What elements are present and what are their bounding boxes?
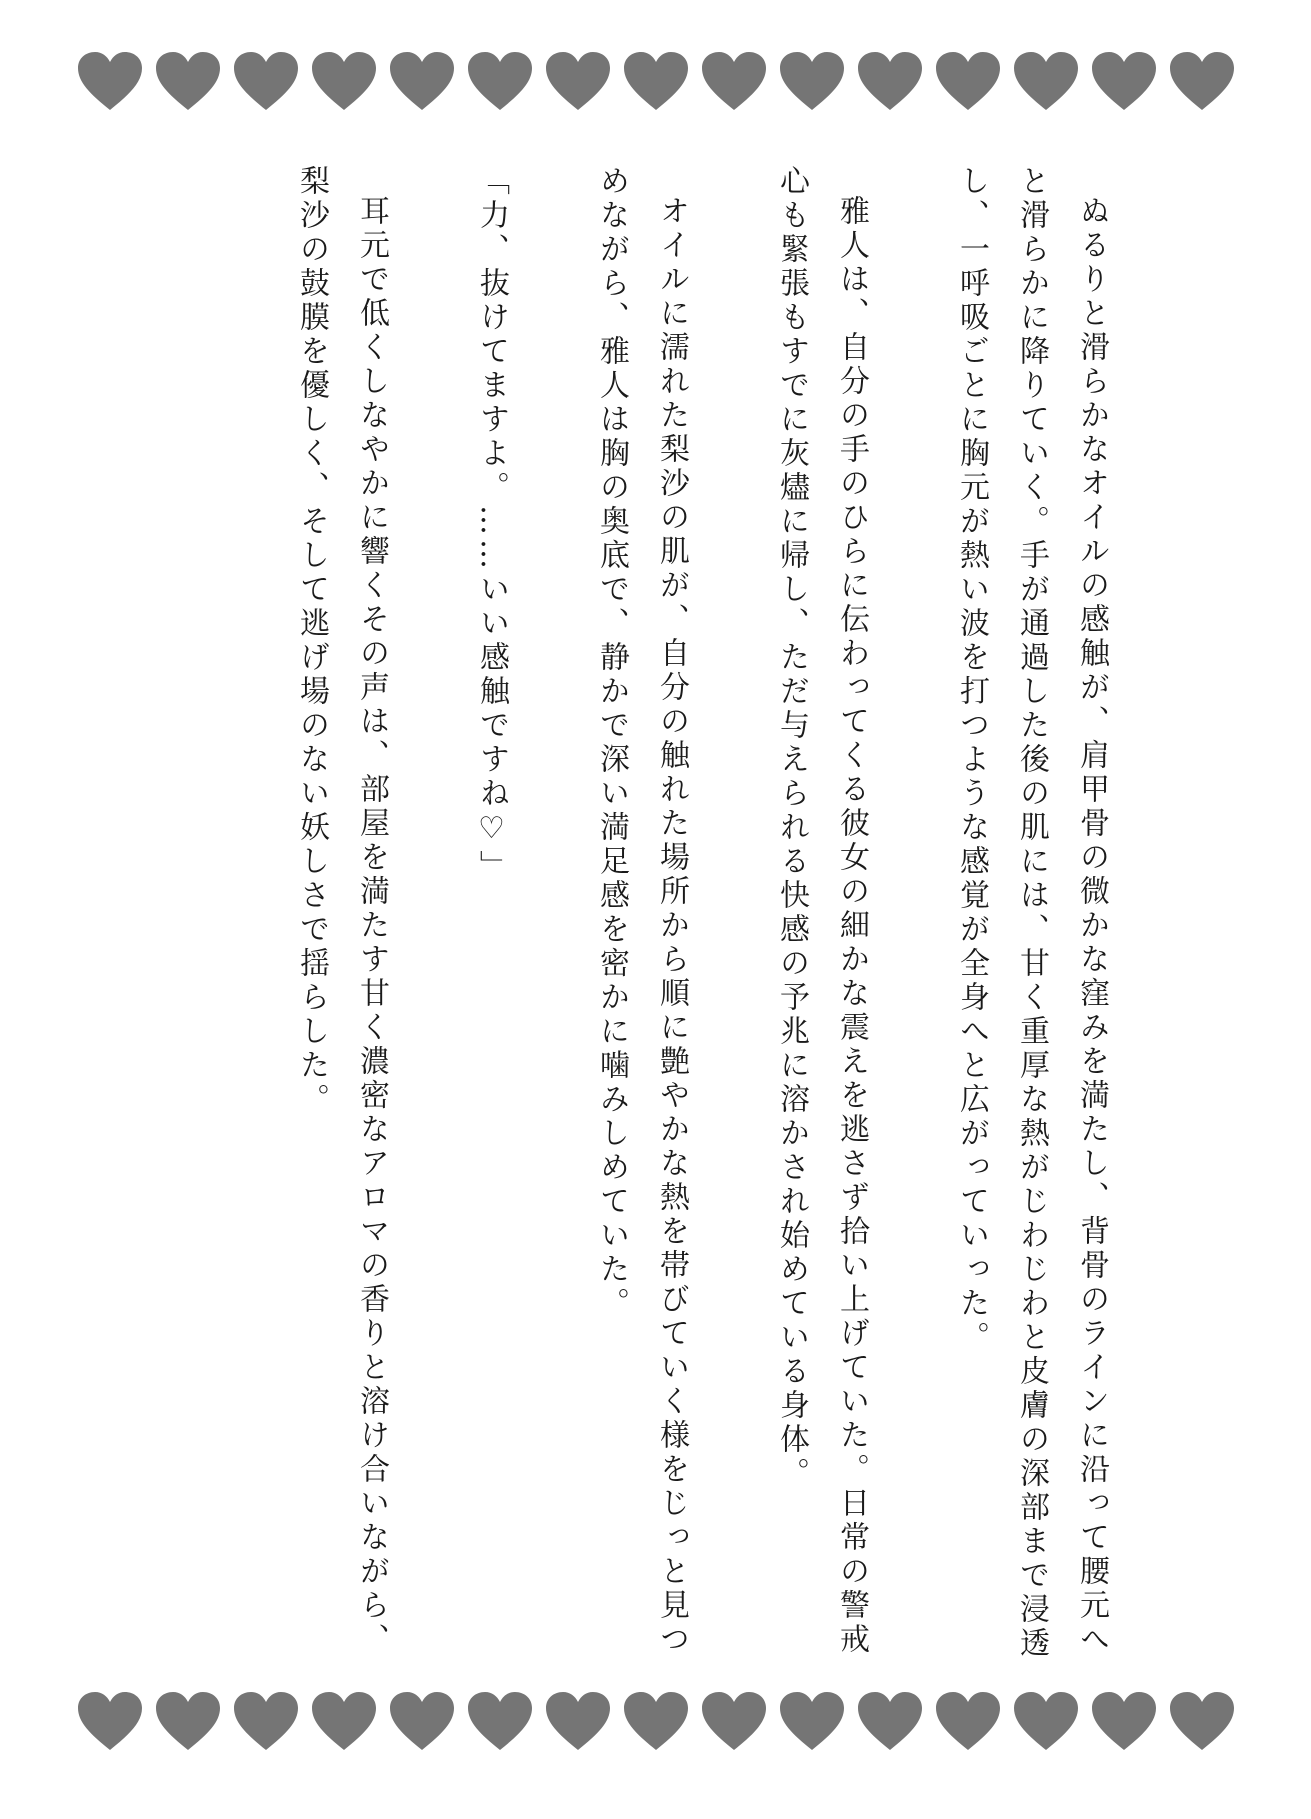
- heart-icon: [856, 50, 924, 114]
- heart-icon: [1012, 1690, 1080, 1754]
- paragraph-4: 耳元で低くしなやかに響くその声は、部屋を満たす甘く濃密なアロマの香りと溶け合いながら、梨沙の鼓膜を優しく、そして逃げ場のない妖しさで揺らした。: [294, 165, 389, 1657]
- vertical-text-body: [221, 165, 1121, 1665]
- heart-icon: [622, 1690, 690, 1754]
- top-heart-border: [0, 50, 1311, 122]
- heart-icon: [232, 50, 300, 114]
- heart-icon: [622, 50, 690, 114]
- heart-icon: [934, 50, 1002, 114]
- heart-icon: [466, 1690, 534, 1754]
- heart-icon: [856, 1690, 924, 1754]
- heart-icon: [466, 50, 534, 114]
- paragraph-2: 雅人は、自分の手のひらに伝わってくる彼女の細かな震えを逃さず拾い上げていた。日常の警戒心も緊張もすでに灰燼に帰し、ただ与えられる快感の予兆に溶かされ始めている身体。: [774, 165, 869, 1657]
- paragraph-gap: [401, 165, 461, 1665]
- heart-icon: [154, 50, 222, 114]
- paragraph-gap: [701, 165, 761, 1665]
- paragraph-1: ぬるりと滑らかなオイルの感触が、肩甲骨の微かな窪みを満たし、背骨のラインに沿って腰元へと滑らかに降りていく。手が通過した後の肌には、甘く重厚な熱がじわじわと皮膚の深部まで浸透し、一呼吸ごとに胸元が熱い波を打つような感覚が全身へと広がっていった。: [954, 165, 1109, 1661]
- heart-icon: [778, 50, 846, 114]
- dialogue-line: 「力、抜けてますよ。……いい感触ですね♡」: [474, 165, 509, 884]
- heart-icon: [310, 1690, 378, 1754]
- heart-icon: [154, 1690, 222, 1754]
- heart-icon: [700, 1690, 768, 1754]
- heart-icon: [1090, 50, 1158, 114]
- heart-icon: [778, 1690, 846, 1754]
- heart-icon: [700, 50, 768, 114]
- paragraph-3: オイルに濡れた梨沙の肌が、自分の触れた場所から順に艶やかな熱を帯びていく様をじっと見つめながら、雅人は胸の奥底で、静かで深い満足感を密かに噛みしめていた。: [594, 165, 689, 1657]
- heart-icon: [934, 1690, 1002, 1754]
- heart-icon: [544, 50, 612, 114]
- heart-icon: [76, 1690, 144, 1754]
- heart-icon: [232, 1690, 300, 1754]
- heart-icon: [388, 1690, 456, 1754]
- heart-icon: [1012, 50, 1080, 114]
- bottom-heart-border: [0, 1690, 1311, 1762]
- heart-icon: [310, 50, 378, 114]
- heart-icon: [1090, 1690, 1158, 1754]
- heart-icon: [76, 50, 144, 114]
- heart-icon: [1168, 50, 1236, 114]
- paragraph-gap: [881, 165, 941, 1665]
- heart-icon: [388, 50, 456, 114]
- heart-icon: [1168, 1690, 1236, 1754]
- paragraph-gap: [521, 165, 581, 1665]
- heart-icon: [544, 1690, 612, 1754]
